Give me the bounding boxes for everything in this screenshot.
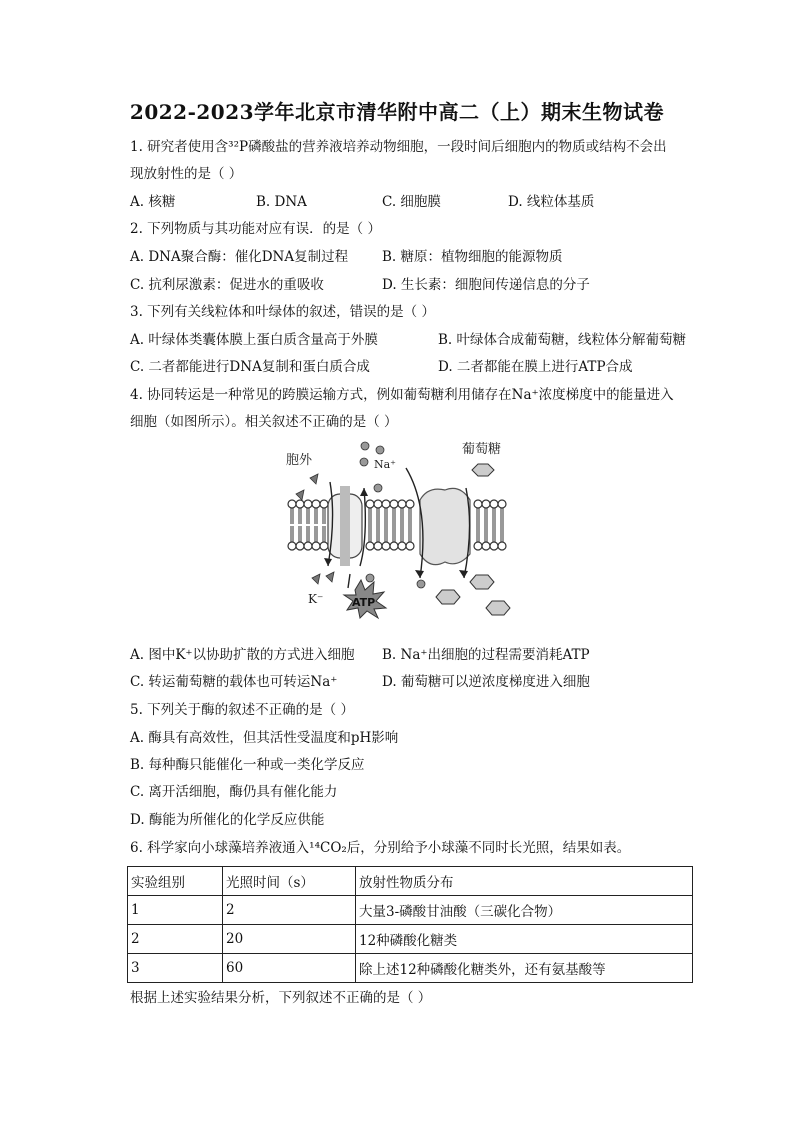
q4-stem-line1: 4. 协同转运是一种常见的跨膜运输方式，例如葡萄糖利用储存在Na⁺浓度梯度中的能量进入 [130, 387, 674, 403]
q3-option-c: C. 二者都能进行DNA复制和蛋白质合成 [130, 359, 370, 375]
glucose-label: 葡萄糖 [462, 442, 502, 457]
table-cell: 3 [128, 954, 223, 983]
table-header-row [128, 867, 693, 896]
q2-option-c: C. 抗利尿激素：促进水的重吸收 [130, 277, 324, 293]
table-cell: 60 [223, 954, 356, 983]
atp-label: ATP [352, 596, 376, 609]
q2-option-b: B. 糖原：植物细胞的能源物质 [382, 249, 563, 265]
q5-option-d: D. 酶能为所催化的化学反应供能 [130, 812, 325, 828]
k-label: K⁻ [308, 592, 324, 606]
page-title: 2022-2023学年北京市清华附中高二（上）期末生物试卷 [129, 100, 665, 124]
q1-stem-line1: 1. 研究者使用含³²P磷酸盐的营养液培养动物细胞，一段时间后细胞内的物质或结构不会出 [130, 139, 667, 155]
table-cell: 1 [128, 896, 223, 925]
q4-option-c: C. 转运葡萄糖的载体也可转运Na⁺ [130, 674, 338, 690]
q3-option-d: D. 二者都能在膜上进行ATP合成 [438, 359, 633, 375]
membrane-left [288, 500, 328, 550]
membrane-right [474, 500, 506, 550]
q1-option-b: B. DNA [256, 194, 307, 210]
table-cell: 2 [223, 896, 356, 925]
q5-option-a: A. 酶具有高效性，但其活性受温度和pH影响 [130, 730, 399, 746]
q2-option-a: A. DNA聚合酶：催化DNA复制过程 [130, 249, 349, 265]
table-row [128, 925, 693, 954]
q2-stem: 2. 下列物质与其功能对应有误．的是（ ） [130, 221, 381, 237]
q5-option-b: B. 每种酶只能催化一种或一类化学反应 [130, 757, 365, 773]
outside-label: 胞外 [286, 453, 313, 468]
q1-option-c: C. 细胞膜 [382, 194, 441, 210]
table-header-cell: 放射性物质分布 [356, 867, 693, 896]
q6-results-table [127, 866, 693, 983]
table-cell: 2 [128, 925, 223, 954]
q3-option-a: A. 叶绿体类囊体膜上蛋白质含量高于外膜 [130, 332, 378, 348]
k-channel-protein [328, 486, 362, 566]
q4-option-a: A. 图中K⁺以协助扩散的方式进入细胞 [130, 647, 355, 663]
table-cell: 大量3-磷酸甘油酸（三碳化合物） [356, 896, 693, 925]
q1-stem-line2: 现放射性的是（ ） [130, 166, 243, 182]
table-row [128, 954, 693, 983]
q1-option-a: A. 核糖 [130, 194, 176, 210]
q5-stem: 5. 下列关于酶的叙述不正确的是（ ） [130, 702, 354, 718]
q4-option-b: B. Na⁺出细胞的过程需要消耗ATP [382, 647, 590, 663]
q4-stem-line2: 细胞（如图所示）。相关叙述不正确的是（ ） [130, 414, 398, 430]
na-label: Na⁺ [374, 458, 396, 471]
table-cell: 20 [223, 925, 356, 954]
q4-option-d: D. 葡萄糖可以逆浓度梯度进入细胞 [382, 674, 590, 690]
q1-option-d: D. 线粒体基质 [508, 194, 595, 210]
glucose-na-carrier-protein [420, 488, 470, 564]
q5-option-c: C. 离开活细胞，酶仍具有催化能力 [130, 784, 338, 800]
table-header-cell: 实验组别 [128, 867, 223, 896]
q6-followup: 根据上述实验结果分析，下列叙述不正确的是（ ） [130, 990, 432, 1006]
q2-option-d: D. 生长素：细胞间传递信息的分子 [382, 277, 590, 293]
membrane-middle [366, 500, 414, 550]
q6-stem: 6. 科学家向小球藻培养液通入¹⁴CO₂后，分别给予小球藻不同时长光照，结果如表。 [130, 840, 631, 856]
q3-option-b: B. 叶绿体合成葡萄糖，线粒体分解葡萄糖 [438, 332, 687, 348]
table-cell: 12种磷酸化糖类 [356, 925, 693, 954]
table-row [128, 896, 693, 925]
table-cell: 除上述12种磷酸化糖类外，还有氨基酸等 [356, 954, 693, 983]
cotransport-diagram [270, 438, 520, 623]
table-header-cell: 光照时间（s） [223, 867, 356, 896]
q3-stem: 3. 下列有关线粒体和叶绿体的叙述，错误的是（ ） [130, 304, 435, 320]
